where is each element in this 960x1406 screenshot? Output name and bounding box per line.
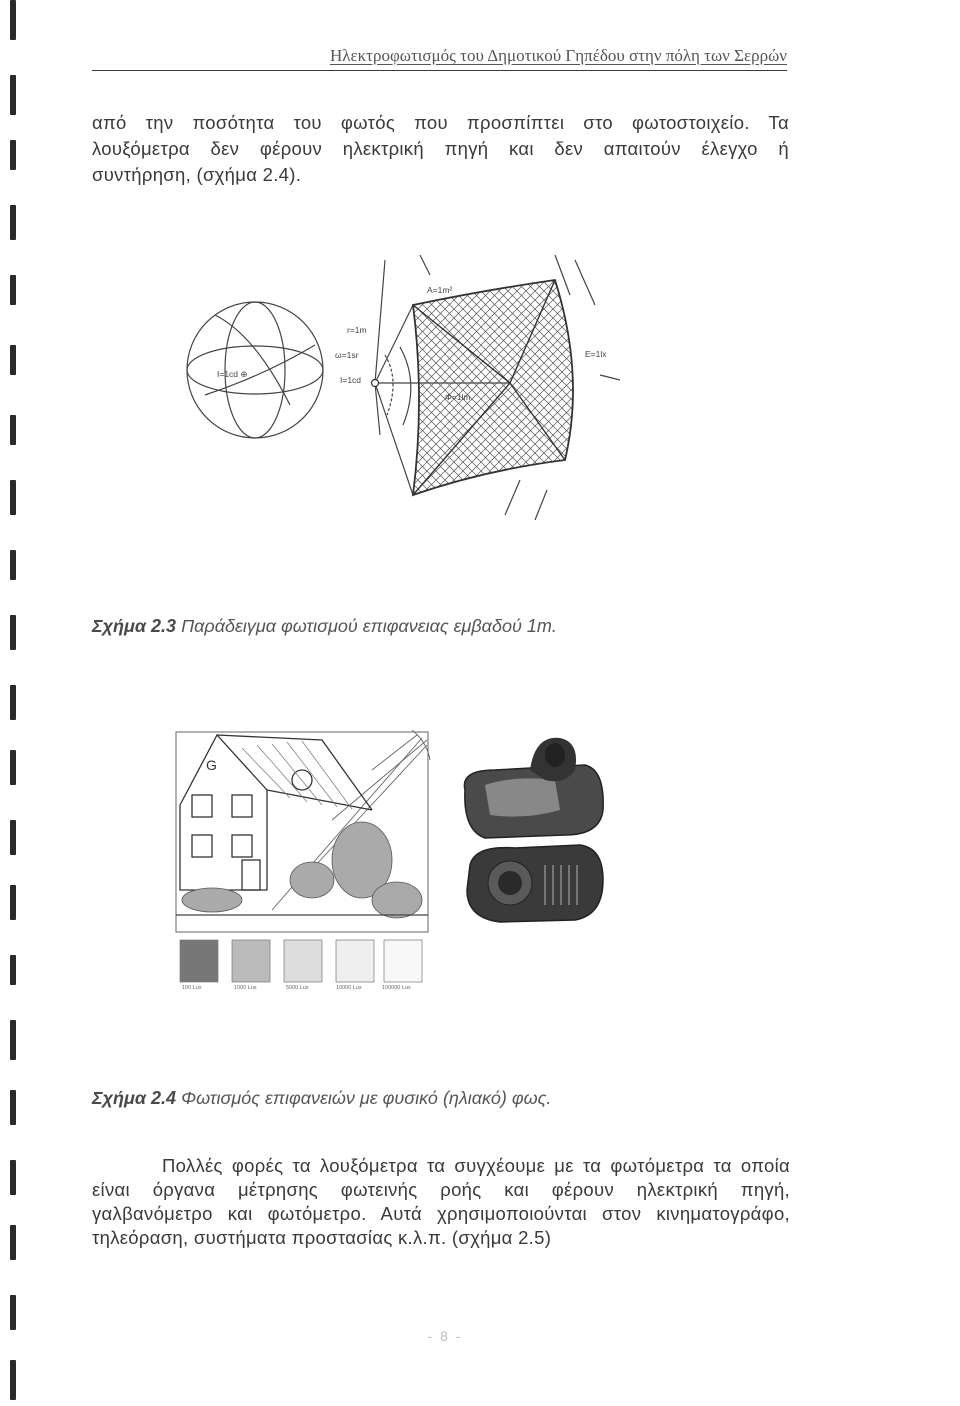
figure-2-3-illumination-diagram: [175, 255, 625, 525]
text-line: λουξόμετρα δεν φέρουν ηλεκτρική πηγή και δεν απαιτούν έλεγχο ή: [92, 138, 789, 159]
text-line: Πολλές φορές τα λουξόμετρα τα συγχέουμε με τα φωτόμετρα τα οποία: [162, 1155, 790, 1176]
caption-number: Σχήμα 2.3: [92, 616, 177, 636]
house-letter: G: [206, 757, 217, 773]
lux-label: 100 Lux: [182, 985, 202, 991]
lux-label: 100000 Lux: [382, 985, 411, 991]
luxmeter-photos: [455, 730, 615, 960]
label-sphere-intensity: I=1cd ⊕: [217, 369, 248, 379]
lux-label: 1000 Lux: [234, 985, 257, 991]
lux-label: 10000 Lux: [336, 985, 362, 991]
caption-text: Φωτισμός επιφανειών με φυσικό (ηλιακό) φως.: [181, 1088, 552, 1108]
caption-number: Σχήμα 2.4: [92, 1088, 177, 1108]
text-line: συντήρηση, (σχήμα 2.4).: [92, 164, 302, 185]
lux-label: 5000 Lux: [286, 985, 309, 991]
figure-2-4-sunlight-illustration: [172, 730, 434, 992]
sphere-outline: [187, 302, 323, 438]
text-line: είναι όργανα μέτρησης φωτεινής ροής και φέρουν ηλεκτρική πηγή,: [92, 1179, 790, 1200]
luxmeter-device-bottom: [467, 845, 603, 922]
label-flux: Φ=1lm: [445, 392, 471, 402]
figure-2-4-caption: [92, 1088, 551, 1109]
label-illuminance: E=1lx: [585, 349, 607, 359]
running-header: Ηλεκτροφωτισμός του Δημοτικού Γηπέδου στην πόλη των Σερρών: [92, 46, 787, 71]
intro-paragraph: [92, 110, 789, 188]
label-area: A=1m²: [427, 285, 453, 295]
text-line: από την ποσότητα του φωτός που προσπίπτει στο φωτοστοιχείο. Τα: [92, 112, 789, 133]
illuminated-surface: [413, 280, 573, 495]
text-line: γαλβανόμετρο και φωτόμετρο. Αυτά χρησιμοποιούνται στον κινηματογράφο,: [92, 1203, 790, 1224]
luxmeter-device-top: [464, 738, 603, 838]
figure-2-3-caption: [92, 616, 557, 637]
page-number: - 8 -: [427, 1328, 463, 1344]
caption-text: Παράδειγμα φωτισμού επιφανειας εμβαδού 1m.: [181, 616, 557, 636]
binding-edge: [0, 0, 30, 1406]
label-omega: ω=1sr: [335, 350, 359, 360]
text-line: τηλεόραση, συστήματα προστασίας κ.λ.π. (σχήμα 2.5): [92, 1227, 552, 1248]
label-intensity: I=1cd: [340, 375, 362, 385]
body-paragraph: [92, 1154, 790, 1250]
label-radius: r=1m: [347, 325, 367, 335]
